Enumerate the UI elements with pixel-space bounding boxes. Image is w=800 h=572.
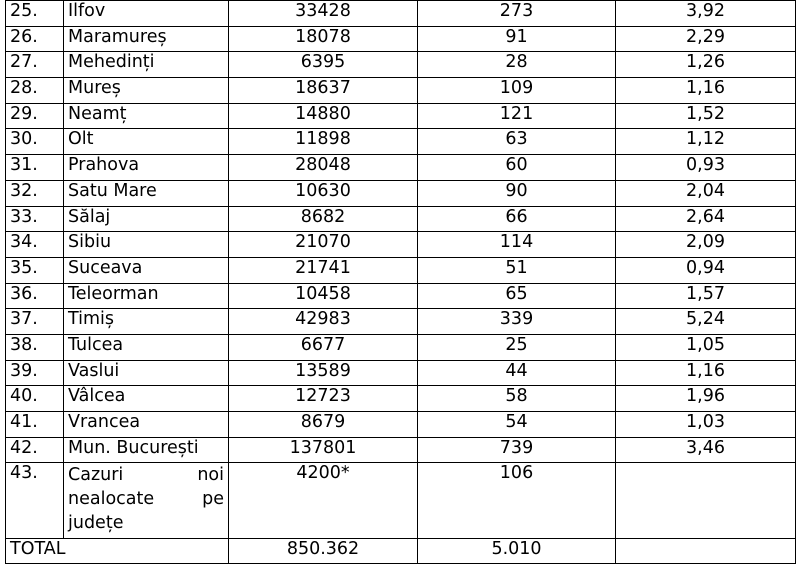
row-name: Vâlcea [64,386,229,412]
table-row [6,412,796,438]
row-value-c: 2,04 [616,180,796,206]
row-name: Vaslui [64,360,229,386]
row-number: 25. [6,1,64,27]
row-number: 42. [6,437,64,463]
row-name: Maramureș [64,26,229,52]
row-name: Mehedinți [64,52,229,78]
row-number: 30. [6,129,64,155]
row-value-a: 10630 [229,180,418,206]
row-value-b: 44 [418,360,616,386]
row-name: Satu Mare [64,180,229,206]
row-name: Olt [64,129,229,155]
table-row [6,309,796,335]
row-value-a: 21070 [229,232,418,258]
row-value-c: 0,94 [616,257,796,283]
row-number: 38. [6,334,64,360]
table-row [6,78,796,104]
row-name: Neamț [64,103,229,129]
table-row [6,206,796,232]
table-row [6,360,796,386]
total-value-b: 5.010 [418,539,616,564]
row-value-a: 13589 [229,360,418,386]
row-number: 41. [6,412,64,438]
row-value-c: 1,52 [616,103,796,129]
table-row [6,257,796,283]
name-line-1: Cazuri noi [68,465,224,486]
row-value-c: 1,05 [616,334,796,360]
row-value-a: 21741 [229,257,418,283]
row-number: 43. [6,463,64,539]
county-cases-table [5,0,796,564]
row-value-a: 18078 [229,26,418,52]
row-value-c: 2,64 [616,206,796,232]
table-row [6,1,796,27]
row-value-a: 4200* [229,463,418,539]
row-value-a: 42983 [229,309,418,335]
table-body [6,1,796,463]
row-number: 37. [6,309,64,335]
row-number: 33. [6,206,64,232]
name-line-2: nealocate pe [68,489,224,510]
row-name: Mun. București [64,437,229,463]
row-value-a: 6395 [229,52,418,78]
row-value-b: 91 [418,26,616,52]
row-value-b: 66 [418,206,616,232]
name-line-3: județe [68,513,124,534]
row-value-b: 106 [418,463,616,539]
table-row [6,180,796,206]
row-value-c: 2,09 [616,232,796,258]
row-value-c: 1,16 [616,360,796,386]
row-value-b: 60 [418,155,616,181]
row-name: Ilfov [64,1,229,27]
table-row [6,155,796,181]
table-row [6,129,796,155]
row-number: 32. [6,180,64,206]
row-value-b: 51 [418,257,616,283]
row-value-a: 14880 [229,103,418,129]
total-label: TOTAL [6,539,229,564]
row-value-a: 12723 [229,386,418,412]
table-row [6,386,796,412]
row-value-c: 1,12 [616,129,796,155]
row-value-c: 1,16 [616,78,796,104]
row-number: 35. [6,257,64,283]
row-value-c: 2,29 [616,26,796,52]
row-name: Prahova [64,155,229,181]
row-value-b: 114 [418,232,616,258]
row-number: 26. [6,26,64,52]
row-value-b: 58 [418,386,616,412]
row-value-b: 339 [418,309,616,335]
row-value-c: 3,92 [616,1,796,27]
row-name: Suceava [64,257,229,283]
row-value-c: 5,24 [616,309,796,335]
row-value-c: 0,93 [616,155,796,181]
table-row [6,283,796,309]
row-value-c: 1,26 [616,52,796,78]
total-value-c [616,539,796,564]
row-number: 29. [6,103,64,129]
row-value-b: 63 [418,129,616,155]
row-number: 31. [6,155,64,181]
row-number: 36. [6,283,64,309]
row-name: Tulcea [64,334,229,360]
table-container [5,0,796,564]
row-value-b: 109 [418,78,616,104]
row-name [64,463,229,539]
row-value-a: 8682 [229,206,418,232]
row-number: 28. [6,78,64,104]
row-number: 34. [6,232,64,258]
row-value-a: 6677 [229,334,418,360]
row-value-b: 273 [418,1,616,27]
row-value-c: 1,03 [616,412,796,438]
row-value-b: 90 [418,180,616,206]
row-name: Sălaj [64,206,229,232]
row-value-b: 121 [418,103,616,129]
table-row [6,52,796,78]
row-value-a: 18637 [229,78,418,104]
row-name: Sibiu [64,232,229,258]
row-value-a: 8679 [229,412,418,438]
table-row-total [6,539,796,564]
table-row [6,334,796,360]
row-value-a: 11898 [229,129,418,155]
table-row [6,437,796,463]
total-value-a: 850.362 [229,539,418,564]
row-value-c: 3,46 [616,437,796,463]
row-value-b: 54 [418,412,616,438]
table-row [6,103,796,129]
table-row-unallocated [6,463,796,539]
row-value-c [616,463,796,539]
row-value-c: 1,96 [616,386,796,412]
row-name: Vrancea [64,412,229,438]
row-value-a: 10458 [229,283,418,309]
table-row [6,26,796,52]
row-value-b: 739 [418,437,616,463]
row-value-b: 25 [418,334,616,360]
row-number: 39. [6,360,64,386]
row-name: Teleorman [64,283,229,309]
row-value-a: 28048 [229,155,418,181]
row-name: Timiș [64,309,229,335]
row-number: 27. [6,52,64,78]
row-value-b: 65 [418,283,616,309]
row-value-c: 1,57 [616,283,796,309]
row-value-a: 33428 [229,1,418,27]
row-value-a: 137801 [229,437,418,463]
table-row [6,232,796,258]
row-number: 40. [6,386,64,412]
row-value-b: 28 [418,52,616,78]
row-name: Mureș [64,78,229,104]
